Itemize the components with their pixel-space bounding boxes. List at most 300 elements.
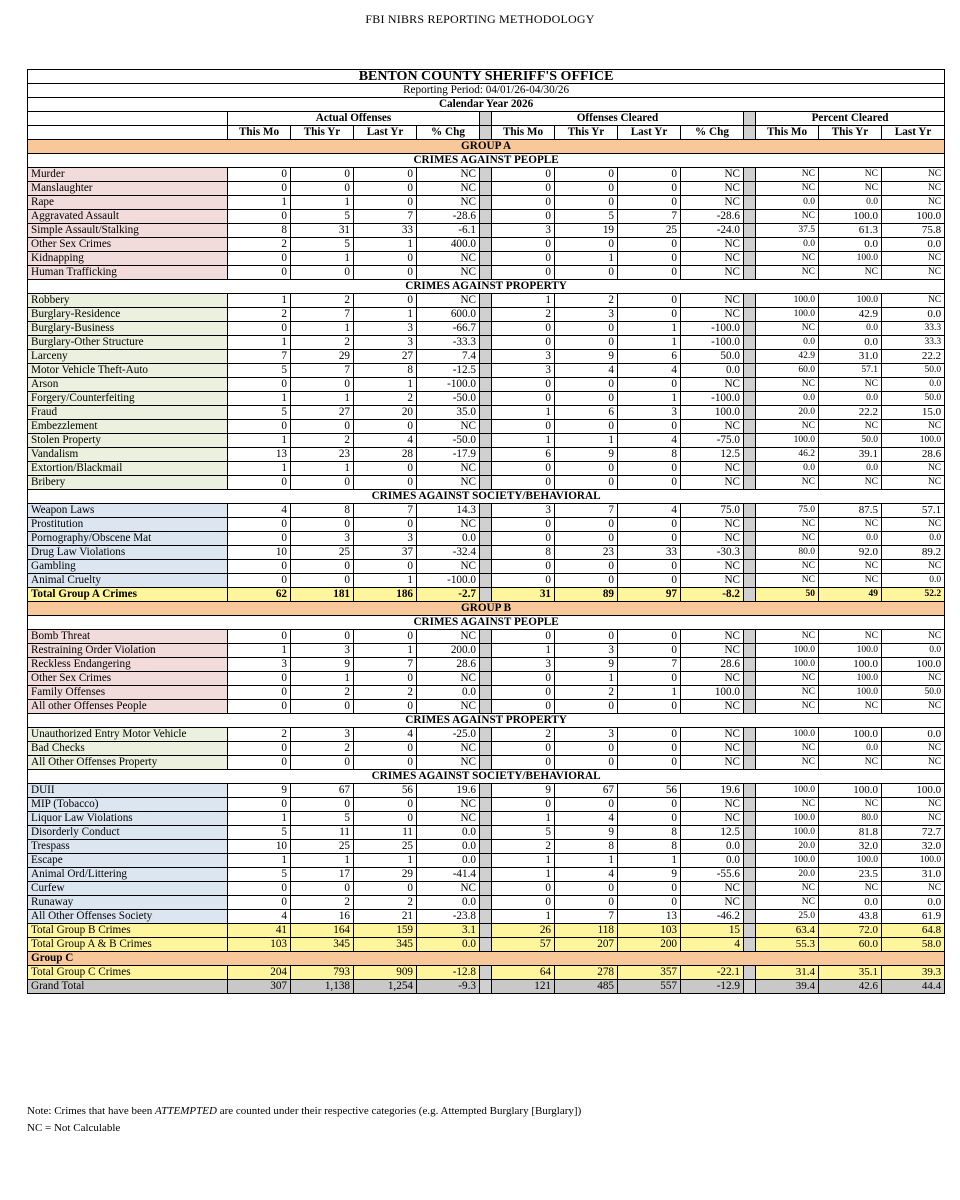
separator-cell [744, 518, 756, 532]
value-cell: 103 [618, 924, 681, 938]
value-cell: 0 [555, 420, 618, 434]
value-cell: 485 [555, 980, 618, 994]
value-cell: 67 [555, 784, 618, 798]
value-cell: 1 [492, 644, 555, 658]
table-row [28, 700, 945, 714]
value-cell: NC [681, 574, 744, 588]
value-cell: 0 [354, 252, 417, 266]
separator-cell [744, 504, 756, 518]
value-cell: NC [756, 266, 819, 280]
value-cell: 28 [354, 448, 417, 462]
value-cell: 0 [555, 462, 618, 476]
value-cell: 100.0 [756, 434, 819, 448]
value-cell: -17.9 [417, 448, 480, 462]
value-cell: NC [681, 252, 744, 266]
value-cell: 1 [354, 308, 417, 322]
separator-cell [480, 168, 492, 182]
separator-cell [744, 798, 756, 812]
row-label: Manslaughter [28, 182, 228, 196]
row-label: Prostitution [28, 518, 228, 532]
value-cell: 9 [291, 658, 354, 672]
value-cell: NC [681, 798, 744, 812]
value-cell: NC [819, 756, 882, 770]
value-cell: 100.0 [882, 210, 945, 224]
value-cell: 0.0 [417, 938, 480, 952]
value-cell: 103 [228, 938, 291, 952]
value-cell: NC [681, 518, 744, 532]
value-cell: 33.3 [882, 322, 945, 336]
table-row [28, 168, 945, 182]
value-cell: NC [756, 210, 819, 224]
value-cell: 7 [291, 364, 354, 378]
separator-cell [480, 980, 492, 994]
value-cell: 20.0 [756, 406, 819, 420]
value-cell: 1,138 [291, 980, 354, 994]
separator-cell [480, 644, 492, 658]
table-row [28, 658, 945, 672]
separator-cell [480, 210, 492, 224]
value-cell: 0.0 [417, 826, 480, 840]
year-row [28, 98, 945, 112]
value-cell: NC [882, 476, 945, 490]
value-cell: 33 [354, 224, 417, 238]
separator-cell [744, 896, 756, 910]
value-cell: 49 [819, 588, 882, 602]
value-cell: 8 [555, 840, 618, 854]
row-label: Total Group B Crimes [28, 924, 228, 938]
value-cell: 31 [492, 588, 555, 602]
value-cell: -100.0 [681, 322, 744, 336]
value-cell: 0 [618, 644, 681, 658]
separator-cell [744, 294, 756, 308]
value-cell: 89.2 [882, 546, 945, 560]
table-row [28, 896, 945, 910]
row-label: Curfew [28, 882, 228, 896]
row-label: Disorderly Conduct [28, 826, 228, 840]
value-cell: 0.0 [756, 392, 819, 406]
value-cell: 19.6 [417, 784, 480, 798]
separator-cell [480, 896, 492, 910]
value-cell: 20 [354, 406, 417, 420]
value-cell: 0 [492, 532, 555, 546]
row-label: Animal Ord/Littering [28, 868, 228, 882]
value-cell: 0 [555, 756, 618, 770]
value-cell: 0 [492, 378, 555, 392]
value-cell: 3 [492, 350, 555, 364]
value-cell: 909 [354, 966, 417, 980]
separator-cell [480, 252, 492, 266]
value-cell: 8 [291, 504, 354, 518]
value-cell: 0 [555, 322, 618, 336]
separator-cell [480, 924, 492, 938]
value-cell: 0 [291, 518, 354, 532]
value-cell: NC [417, 476, 480, 490]
value-cell: 100.0 [819, 252, 882, 266]
row-label: Stolen Property [28, 434, 228, 448]
value-cell: NC [417, 266, 480, 280]
row-label: Robbery [28, 294, 228, 308]
value-cell: 4 [228, 504, 291, 518]
value-cell: NC [417, 252, 480, 266]
row-label: Human Trafficking [28, 266, 228, 280]
value-cell: NC [417, 196, 480, 210]
value-cell: 1 [228, 196, 291, 210]
separator-cell [744, 322, 756, 336]
value-cell: 7 [618, 210, 681, 224]
value-cell: NC [681, 196, 744, 210]
value-cell: 9 [228, 784, 291, 798]
row-label: Escape [28, 854, 228, 868]
value-cell: 3 [618, 406, 681, 420]
value-cell: 100.0 [882, 658, 945, 672]
value-cell: NC [681, 882, 744, 896]
row-label: Trespass [28, 840, 228, 854]
value-cell: 20.0 [756, 840, 819, 854]
value-cell: 0 [555, 238, 618, 252]
value-cell: 56 [354, 784, 417, 798]
separator-cell [480, 756, 492, 770]
value-cell: 0.0 [417, 686, 480, 700]
table-row [28, 364, 945, 378]
value-cell: 0 [618, 238, 681, 252]
separator-cell [744, 854, 756, 868]
value-cell: 21 [354, 910, 417, 924]
separator-cell [480, 574, 492, 588]
value-cell: NC [756, 322, 819, 336]
separator-cell [744, 434, 756, 448]
separator-cell [744, 980, 756, 994]
table-row [28, 686, 945, 700]
value-cell: NC [756, 574, 819, 588]
value-cell: 400.0 [417, 238, 480, 252]
value-cell: 14.3 [417, 504, 480, 518]
separator-cell [744, 812, 756, 826]
value-cell: 0 [492, 742, 555, 756]
value-cell: -55.6 [681, 868, 744, 882]
row-label: Weapon Laws [28, 504, 228, 518]
value-cell: 25 [618, 224, 681, 238]
table-row [28, 336, 945, 350]
table-row [28, 462, 945, 476]
separator-cell [480, 546, 492, 560]
value-cell: 39.1 [819, 448, 882, 462]
table-row [28, 518, 945, 532]
value-cell: NC [756, 420, 819, 434]
value-cell: 5 [291, 812, 354, 826]
value-cell: 0 [228, 560, 291, 574]
value-cell: 0 [228, 168, 291, 182]
row-label: Runaway [28, 896, 228, 910]
value-cell: 39.3 [882, 966, 945, 980]
value-cell: NC [681, 742, 744, 756]
separator-cell [480, 560, 492, 574]
value-cell: 0 [555, 560, 618, 574]
value-cell: 0 [618, 896, 681, 910]
value-cell: 0.0 [819, 392, 882, 406]
value-cell: 0 [492, 336, 555, 350]
value-cell: NC [417, 420, 480, 434]
value-cell: 2 [228, 238, 291, 252]
value-cell: 75.0 [756, 504, 819, 518]
separator-cell [744, 364, 756, 378]
separator-cell [744, 336, 756, 350]
row-label: DUII [28, 784, 228, 798]
value-cell: 80.0 [756, 546, 819, 560]
value-cell: 0.0 [417, 840, 480, 854]
value-cell: 0 [618, 532, 681, 546]
value-cell: -12.8 [417, 966, 480, 980]
value-cell: 100.0 [756, 826, 819, 840]
value-cell: NC [756, 168, 819, 182]
value-cell: 7 [555, 504, 618, 518]
value-cell: NC [882, 798, 945, 812]
separator-cell [480, 504, 492, 518]
value-cell: NC [756, 882, 819, 896]
row-label: Burglary-Residence [28, 308, 228, 322]
value-cell: 0.0 [882, 574, 945, 588]
value-cell: NC [882, 462, 945, 476]
value-cell: 1 [228, 462, 291, 476]
value-cell: 207 [555, 938, 618, 952]
value-cell: 0 [291, 700, 354, 714]
value-cell: -100.0 [681, 336, 744, 350]
value-cell: NC [882, 518, 945, 532]
value-cell: 27 [354, 350, 417, 364]
value-cell: 3 [354, 322, 417, 336]
value-cell: 0 [228, 378, 291, 392]
separator-cell [744, 532, 756, 546]
office-title-row [28, 70, 945, 84]
table-row [28, 504, 945, 518]
value-cell: -28.6 [417, 210, 480, 224]
value-cell: 9 [555, 350, 618, 364]
value-cell: 121 [492, 980, 555, 994]
value-cell: 2 [291, 294, 354, 308]
reporting-period: Reporting Period: 04/01/26-04/30/26 [28, 84, 945, 98]
table-row [28, 882, 945, 896]
value-cell: 0 [354, 266, 417, 280]
value-cell: 557 [618, 980, 681, 994]
value-cell: -33.3 [417, 336, 480, 350]
value-cell: NC [882, 252, 945, 266]
value-cell: NC [882, 266, 945, 280]
table-row [28, 294, 945, 308]
value-cell: 0 [228, 322, 291, 336]
value-cell: 0 [291, 560, 354, 574]
section-title: CRIMES AGAINST SOCIETY/BEHAVIORAL [28, 770, 945, 784]
row-label: Bribery [28, 476, 228, 490]
value-cell: 100.0 [681, 686, 744, 700]
value-cell: 0 [492, 322, 555, 336]
value-cell: -22.1 [681, 966, 744, 980]
value-cell: 0 [291, 266, 354, 280]
value-cell: 42.6 [819, 980, 882, 994]
value-cell: NC [681, 672, 744, 686]
value-cell: -41.4 [417, 868, 480, 882]
value-cell: -12.5 [417, 364, 480, 378]
value-cell: 100.0 [756, 812, 819, 826]
value-cell: NC [882, 196, 945, 210]
value-cell: 1,254 [354, 980, 417, 994]
separator-cell [480, 672, 492, 686]
value-cell: NC [819, 630, 882, 644]
row-label: Larceny [28, 350, 228, 364]
value-cell: 100.0 [756, 854, 819, 868]
value-cell: 0.0 [882, 644, 945, 658]
value-cell: -100.0 [417, 574, 480, 588]
separator-cell [744, 700, 756, 714]
value-cell: 3 [291, 644, 354, 658]
row-label: All other Offenses People [28, 700, 228, 714]
value-cell: 2 [492, 840, 555, 854]
value-cell: 100.0 [756, 784, 819, 798]
value-cell: NC [819, 266, 882, 280]
table-row [28, 224, 945, 238]
value-cell: NC [681, 896, 744, 910]
value-cell: 9 [492, 784, 555, 798]
row-label: Simple Assault/Stalking [28, 224, 228, 238]
separator-cell [744, 826, 756, 840]
value-cell: 204 [228, 966, 291, 980]
value-cell: NC [756, 532, 819, 546]
separator-cell [744, 840, 756, 854]
row-label: Bad Checks [28, 742, 228, 756]
value-cell: 50.0 [681, 350, 744, 364]
value-cell: 52.2 [882, 588, 945, 602]
value-cell: 25.0 [756, 910, 819, 924]
value-cell: 12.5 [681, 826, 744, 840]
value-cell: 0 [618, 476, 681, 490]
separator-cell [744, 266, 756, 280]
separator-cell [744, 126, 756, 140]
value-cell: 0 [618, 294, 681, 308]
value-cell: 0 [555, 742, 618, 756]
value-cell: NC [681, 756, 744, 770]
value-cell: 7 [291, 308, 354, 322]
separator-cell [480, 420, 492, 434]
nc-note: NC = Not Calculable [27, 1122, 121, 1134]
value-cell: NC [756, 756, 819, 770]
value-cell: 4 [555, 868, 618, 882]
value-cell: 1 [618, 336, 681, 350]
note-attempted-word: ATTEMPTED [155, 1105, 217, 1117]
value-cell: 8 [618, 826, 681, 840]
separator-cell [480, 434, 492, 448]
total-row [28, 938, 945, 952]
separator-cell [480, 840, 492, 854]
value-cell: -50.0 [417, 392, 480, 406]
value-cell: 3 [354, 336, 417, 350]
separator-cell [744, 196, 756, 210]
separator-cell [480, 364, 492, 378]
value-cell: 1 [228, 392, 291, 406]
value-cell: 1 [492, 868, 555, 882]
separator-cell [744, 252, 756, 266]
value-cell: NC [681, 308, 744, 322]
note-text-end: are counted under their respective categories (e.g. Attempted Burglary [Burglary]) [216, 1105, 582, 1117]
col-header: This Mo [492, 126, 555, 140]
value-cell: 0 [354, 196, 417, 210]
value-cell: NC [417, 882, 480, 896]
value-cell: 23 [291, 448, 354, 462]
row-label: Fraud [28, 406, 228, 420]
value-cell: 0.0 [756, 238, 819, 252]
grand-total-row [28, 980, 945, 994]
value-cell: 62 [228, 588, 291, 602]
row-label: Burglary-Other Structure [28, 336, 228, 350]
value-cell: 357 [618, 966, 681, 980]
value-cell: NC [681, 560, 744, 574]
table-row [28, 420, 945, 434]
separator-cell [480, 700, 492, 714]
value-cell: 20.0 [756, 868, 819, 882]
section-header-row [28, 490, 945, 504]
value-cell: NC [681, 700, 744, 714]
value-cell: 0 [555, 392, 618, 406]
value-cell: 1 [228, 644, 291, 658]
value-cell: NC [417, 630, 480, 644]
value-cell: 3 [354, 532, 417, 546]
value-cell: 7 [354, 504, 417, 518]
value-cell: 31 [291, 224, 354, 238]
row-label: Unauthorized Entry Motor Vehicle [28, 728, 228, 742]
value-cell: 26 [492, 924, 555, 938]
value-cell: 0.0 [417, 896, 480, 910]
separator-cell [744, 406, 756, 420]
value-cell: 0 [618, 266, 681, 280]
value-cell: 81.8 [819, 826, 882, 840]
value-cell: 100.0 [819, 672, 882, 686]
value-cell: 0 [492, 266, 555, 280]
col-header: This Mo [756, 126, 819, 140]
separator-cell [480, 294, 492, 308]
value-cell: -6.1 [417, 224, 480, 238]
value-cell: -100.0 [417, 378, 480, 392]
value-cell: NC [756, 560, 819, 574]
value-cell: 0 [555, 518, 618, 532]
value-cell: 2 [291, 686, 354, 700]
separator-cell [480, 532, 492, 546]
value-cell: 0 [291, 630, 354, 644]
value-cell: 0 [228, 532, 291, 546]
separator-cell [744, 868, 756, 882]
separator-cell [744, 224, 756, 238]
value-cell: 0 [618, 168, 681, 182]
value-cell: 1 [354, 378, 417, 392]
table-row [28, 434, 945, 448]
value-cell: 33.3 [882, 336, 945, 350]
value-cell: 31.0 [819, 350, 882, 364]
table-row [28, 826, 945, 840]
value-cell: NC [681, 644, 744, 658]
value-cell: 0 [492, 476, 555, 490]
table-row [28, 840, 945, 854]
separator-cell [744, 910, 756, 924]
separator-cell [480, 406, 492, 420]
row-label: Forgery/Counterfeiting [28, 392, 228, 406]
value-cell: 0 [618, 252, 681, 266]
table-row [28, 252, 945, 266]
value-cell: 75.0 [681, 504, 744, 518]
value-cell: 7.4 [417, 350, 480, 364]
value-cell: 31.4 [756, 966, 819, 980]
value-cell: 50 [756, 588, 819, 602]
value-cell: 4 [354, 434, 417, 448]
group-header-row [28, 952, 945, 966]
section-title: CRIMES AGAINST PEOPLE [28, 154, 945, 168]
value-cell: 10 [228, 546, 291, 560]
separator-cell [480, 462, 492, 476]
